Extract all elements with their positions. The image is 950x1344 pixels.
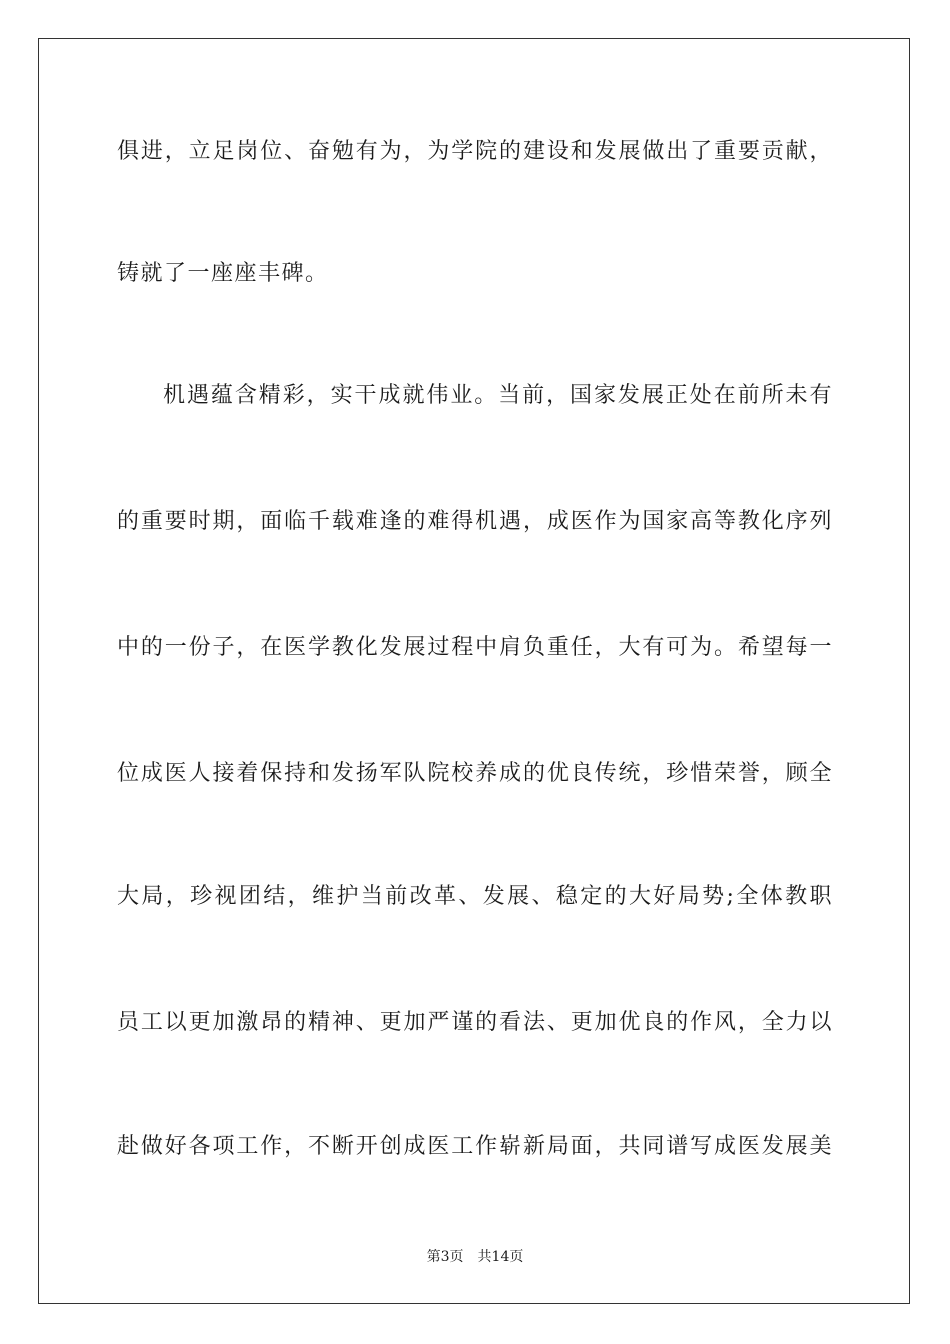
page-footer — [0, 1248, 950, 1266]
text-line: 赴做好各项工作，不断开创成医工作崭新局面，共同谱写成医发展美 — [117, 1134, 833, 1159]
text-line: 的重要时期，面临千载难逢的难得机遇，成医作为国家高等教化序列 — [117, 509, 833, 534]
current-page-label: 第3页 — [426, 1249, 464, 1265]
page-frame — [38, 38, 910, 1304]
text-line: 位成医人接着保持和发扬军队院校养成的优良传统，珍惜荣誉，顾全 — [117, 761, 833, 786]
text-line: 铸就了一座座丰碑。 — [117, 261, 329, 286]
total-pages-label: 共14页 — [477, 1249, 524, 1265]
text-line: 机遇蕴含精彩，实干成就伟业。当前，国家发展正处在前所未有 — [163, 383, 833, 408]
text-line: 大局，珍视团结，维护当前改革、发展、稳定的大好局势;全体教职 — [117, 884, 833, 909]
text-line: 俱进，立足岗位、奋勉有为，为学院的建设和发展做出了重要贡献， — [117, 139, 833, 164]
text-line: 员工以更加激昂的精神、更加严谨的看法、更加优良的作风，全力以 — [117, 1010, 833, 1035]
text-line: 中的一份子，在医学教化发展过程中肩负重任，大有可为。希望每一 — [117, 635, 833, 660]
